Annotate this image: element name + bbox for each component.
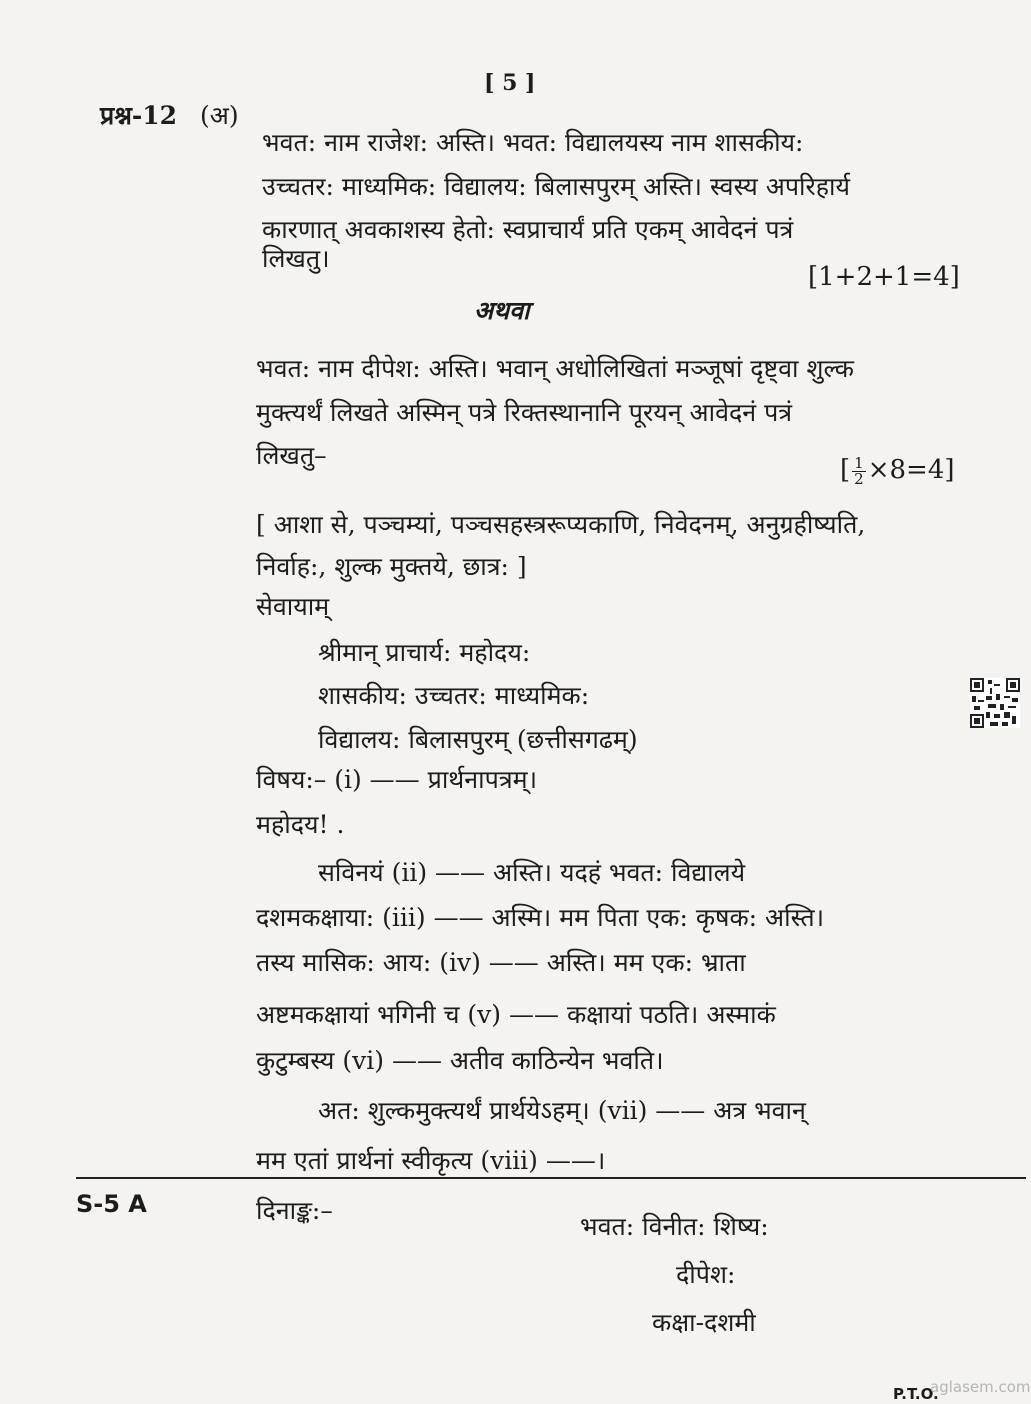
body-line-6: अत: शुल्कमुक्त्यर्थं प्रार्थयेऽहम्। (vii) —— अत्र भवान् (318, 1096, 806, 1125)
date-label: दिनाङ्क:– (256, 1196, 333, 1225)
question-line-1: भवत: नाम राजेश: अस्ति। भवत: विद्यालयस्य नाम शासकीय: (262, 128, 804, 157)
address-line-3: विद्यालय: बिलासपुरम् (छत्तीसगढम्) (318, 725, 638, 754)
address-line-1: श्रीमान् प्राचार्य: महोदय: (318, 638, 531, 667)
body-line-4: अष्टमकक्षायां भगिनी च (v) —— कक्षायां पठति। अस्माकं (256, 1000, 776, 1029)
question-line-2: उच्चतर: माध्यमिक: विद्यालय: बिलासपुरम् अस्ति। स्वस्य अपरिहार्य (262, 172, 851, 201)
paper-code: S-5 A (76, 1190, 147, 1218)
salutation: सेवायाम् (256, 592, 330, 621)
body-line-2: दशमकक्षाया: (iii) —— अस्मि। मम पिता एक: कृषक: अस्ति। (256, 903, 825, 932)
qr-code-icon (970, 678, 1020, 728)
footer-divider (76, 1177, 1026, 1179)
alt-line-3: लिखतु– (256, 441, 327, 470)
alt-line-1: भवत: नाम दीपेश: अस्ति। भवान् अधोलिखितां मञ्जूषां दृष्ट्वा शुल्क (256, 354, 854, 383)
question-part: (अ) (200, 101, 239, 130)
question-label: प्रश्न-12 (100, 101, 178, 130)
word-box-line-2: निर्वाह:, शुल्क मुक्तये, छात्र: ] (256, 552, 527, 581)
body-line-5: कुटुम्बस्य (vi) —— अतीव काठिन्येन भवति। (256, 1046, 664, 1075)
alt-marks: [ $\frac{1}{2}$ ×8=4] (840, 453, 955, 488)
fraction-half: $\frac{1}{2}$ (854, 453, 864, 488)
pto-label: P.T.O. (893, 1385, 939, 1403)
body-line-7: मम एतां प्रार्थनां स्वीकृत्य (viii) ——। (256, 1146, 606, 1175)
word-box-line-1: [ आशा से, पञ्चम्यां, पञ्चसहस्त्ररूप्यकाणि, निवेदनम्, अनुग्रहीष्यति, (256, 510, 866, 539)
signature-line-2: दीपेश: (676, 1260, 736, 1289)
signature-line-1: भवत: विनीत: शिष्य: (580, 1212, 769, 1241)
or-label: अथवा (474, 296, 530, 325)
question-line-3: कारणात् अवकाशस्य हेतो: स्वप्राचार्यं प्रति एकम् आवेदनं पत्रं (262, 215, 794, 244)
greeting: महोदय! . (256, 810, 345, 839)
page-number: [ 5 ] (484, 70, 536, 96)
body-line-1: सविनयं (ii) —— अस्ति। यदहं भवत: विद्यालये (318, 858, 746, 887)
watermark: aglasem.com (930, 1378, 1031, 1396)
alt-line-2: मुक्त्यर्थं लिखते अस्मिन् पत्रे रिक्तस्थानानि पूरयन् आवेदनं पत्रं (256, 398, 793, 427)
address-line-2: शासकीय: उच्चतर: माध्यमिक: (318, 681, 590, 710)
subject-line: विषय:– (i) —— प्रार्थनापत्रम्। (256, 765, 538, 794)
body-line-3: तस्य मासिक: आय: (iv) —— अस्ति। मम एक: भ्राता (256, 948, 746, 977)
question-line-4: लिखतु। (262, 244, 330, 273)
question-marks: [1+2+1=4] (808, 262, 960, 292)
signature-line-3: कक्षा-दशमी (652, 1308, 756, 1337)
